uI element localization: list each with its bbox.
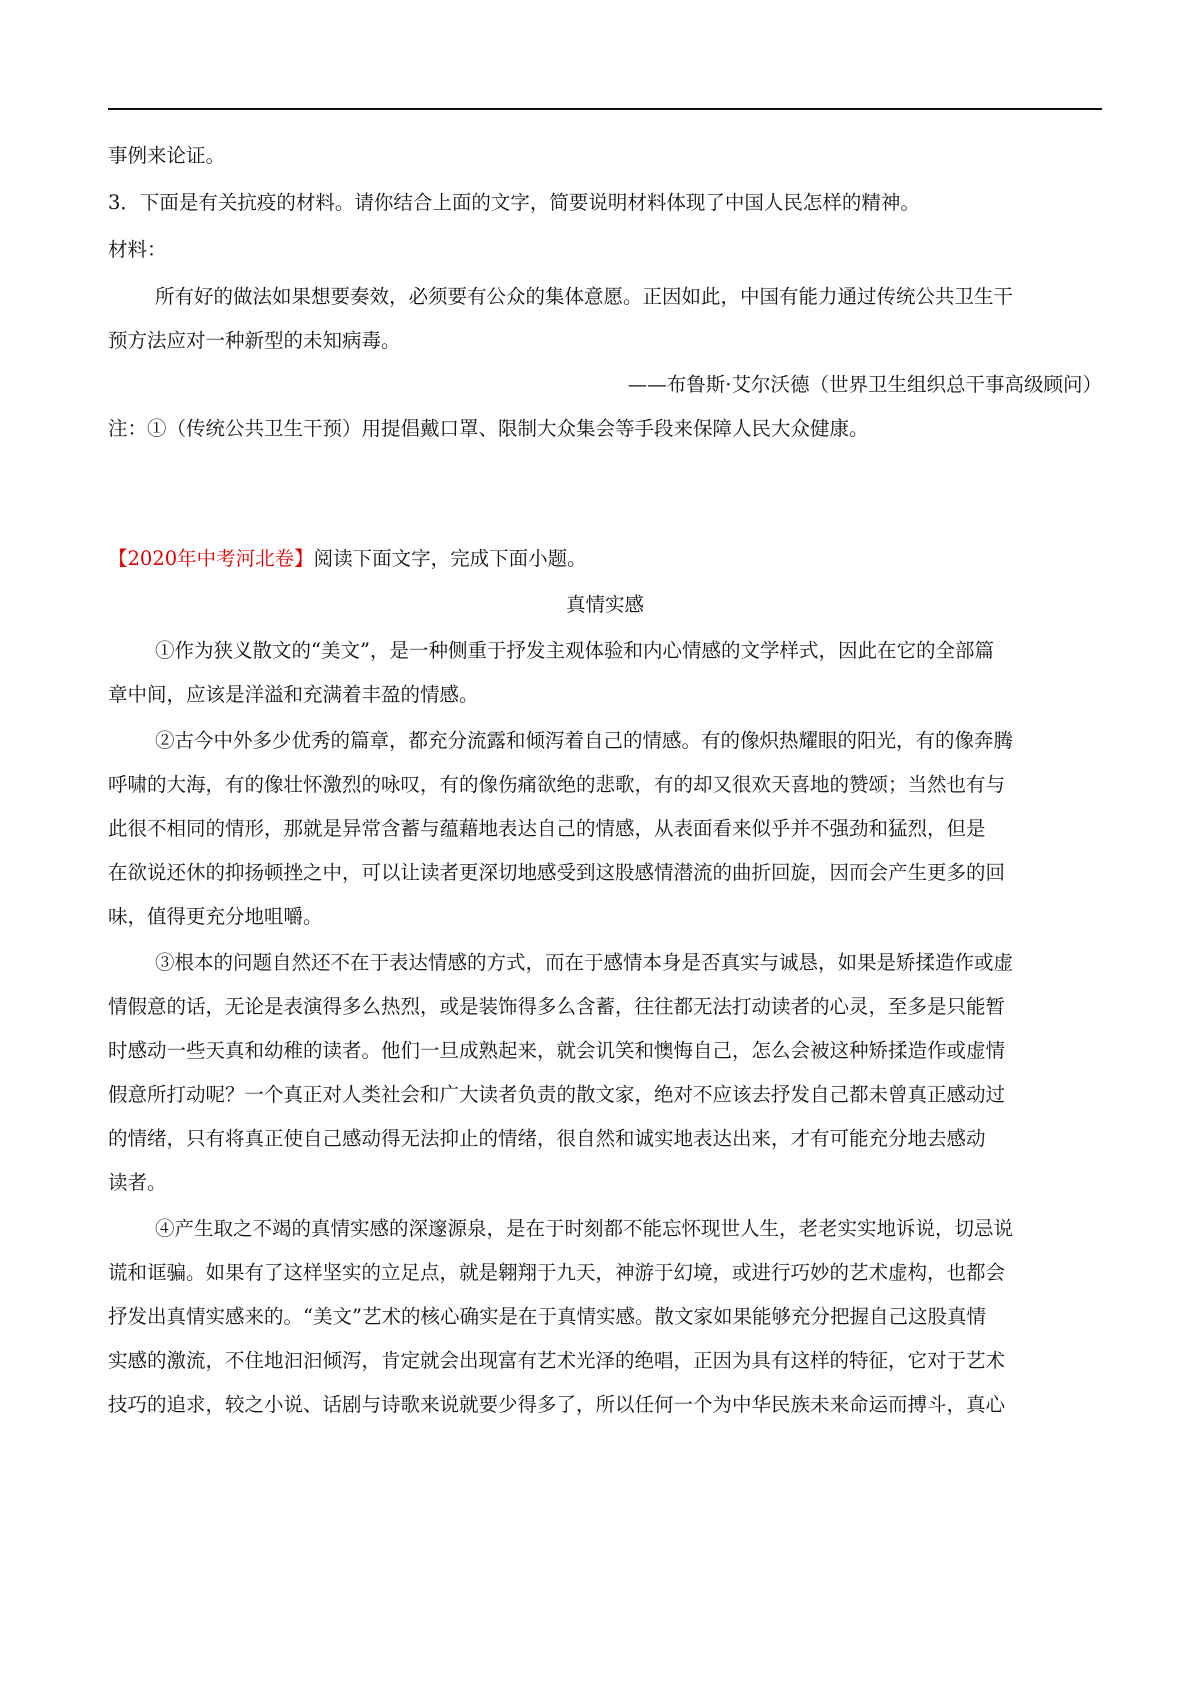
paragraph-2-line-2: 呼啸的大海，有的像壮怀激烈的咏叹，有的像伤痛欲绝的悲歌，有的却又很欢天喜地的赞颂；当然也有与: [108, 773, 1006, 796]
paragraph-3-line-4: 假意所打动呢？一个真正对人类社会和广大读者负责的散文家，绝对不应该去抒发自己都未曾真正感动过: [108, 1083, 1006, 1106]
question-3: 3．下面是有关抗疫的材料。请你结合上面的文字，简要说明材料体现了中国人民怎样的精神。: [108, 191, 920, 214]
material-label: 材料：: [108, 238, 167, 261]
source-tag: 【2020年中考河北卷】: [108, 547, 314, 570]
section-heading: [108, 544, 1102, 574]
paragraph-2-line-5: 味，值得更充分地咀嚼。: [108, 905, 323, 928]
paragraph-2-line-1: ②古今中外多少优秀的篇章，都充分流露和倾泻着自己的情感。有的像炽热耀眼的阳光，有的像奔腾: [155, 729, 1014, 752]
quote-source: ——布鲁斯·艾尔沃德（世界卫生组织总干事高级顾问）: [627, 373, 1102, 396]
note-text: 注：①（传统公共卫生干预）用提倡戴口罩、限制大众集会等手段来保障人民大众健康。: [108, 417, 869, 440]
paragraph-3-line-6: 读者。: [108, 1171, 167, 1194]
paragraph-3-line-3: 时感动一些天真和幼稚的读者。他们一旦成熟起来，就会讥笑和懊悔自己，怎么会被这种矫揉造作或虚情: [108, 1039, 1006, 1062]
paragraph-4-line-3: 抒发出真情实感来的。“美文”艺术的核心确实是在于真情实感。散文家如果能够充分把握自己这股真情: [108, 1305, 986, 1328]
instruction-text: 阅读下面文字，完成下面小题。: [313, 547, 587, 570]
section-spacer: [108, 500, 109, 501]
paragraph-4-line-4: 实感的激流，不住地汩汩倾泻，肯定就会出现富有艺术光泽的绝唱，正因为具有这样的特征，它对于艺术: [108, 1349, 1006, 1372]
paragraph-2-line-4: 在欲说还休的抑扬顿挫之中，可以让读者更深切地感受到这股感情潜流的曲折回旋，因而会产生更多的回: [108, 861, 1006, 884]
paragraph-3-line-1: ③根本的问题自然还不在于表达情感的方式，而在于感情本身是否真实与诚恳，如果是矫揉造作或虚: [155, 951, 1014, 974]
material-line-1: 所有好的做法如果想要奏效，必须要有公众的集体意愿。正因如此，中国有能力通过传统公共卫生干: [155, 285, 1014, 308]
header-rule: [108, 108, 1102, 110]
paragraph-4-line-5: 技巧的追求，较之小说、话剧与诗歌来说就要少得多了，所以任何一个为中华民族未来命运而搏斗，真心: [108, 1393, 1006, 1416]
paragraph-3-line-5: 的情绪，只有将真正使自己感动得无法抑止的情绪，很自然和诚实地表达出来，才有可能充分地去感动: [108, 1127, 986, 1150]
paragraph-4-line-1: ④产生取之不竭的真情实感的深邃源泉，是在于时刻都不能忘怀现世人生，老老实实地诉说，切忌说: [155, 1217, 1014, 1240]
paragraph-2-line-3: 此很不相同的情形，那就是异常含蓄与蕴藉地表达自己的情感，从表面看来似乎并不强劲和猛烈，但是: [108, 817, 986, 840]
paragraph-1-line-2: 章中间，应该是洋溢和充满着丰盈的情感。: [108, 683, 479, 706]
material-line-2: 预方法应对一种新型的未知病毒。: [108, 329, 401, 352]
paragraph-3-line-2: 情假意的话，无论是表演得多么热烈，或是装饰得多么含蓄，往往都无法打动读者的心灵，至多是只能暂: [108, 995, 1006, 1018]
article-title: 真情实感: [565, 593, 644, 616]
continuation-text: 事例来论证。: [108, 144, 226, 167]
paragraph-1-line-1: ①作为狭义散文的“美文”，是一种侧重于抒发主观体验和内心情感的文学样式，因此在它的全部篇: [155, 639, 994, 662]
paragraph-4-line-2: 谎和诓骗。如果有了这样坚实的立足点，就是翱翔于九天，神游于幻境，或进行巧妙的艺术虚构，也都会: [108, 1261, 1006, 1284]
